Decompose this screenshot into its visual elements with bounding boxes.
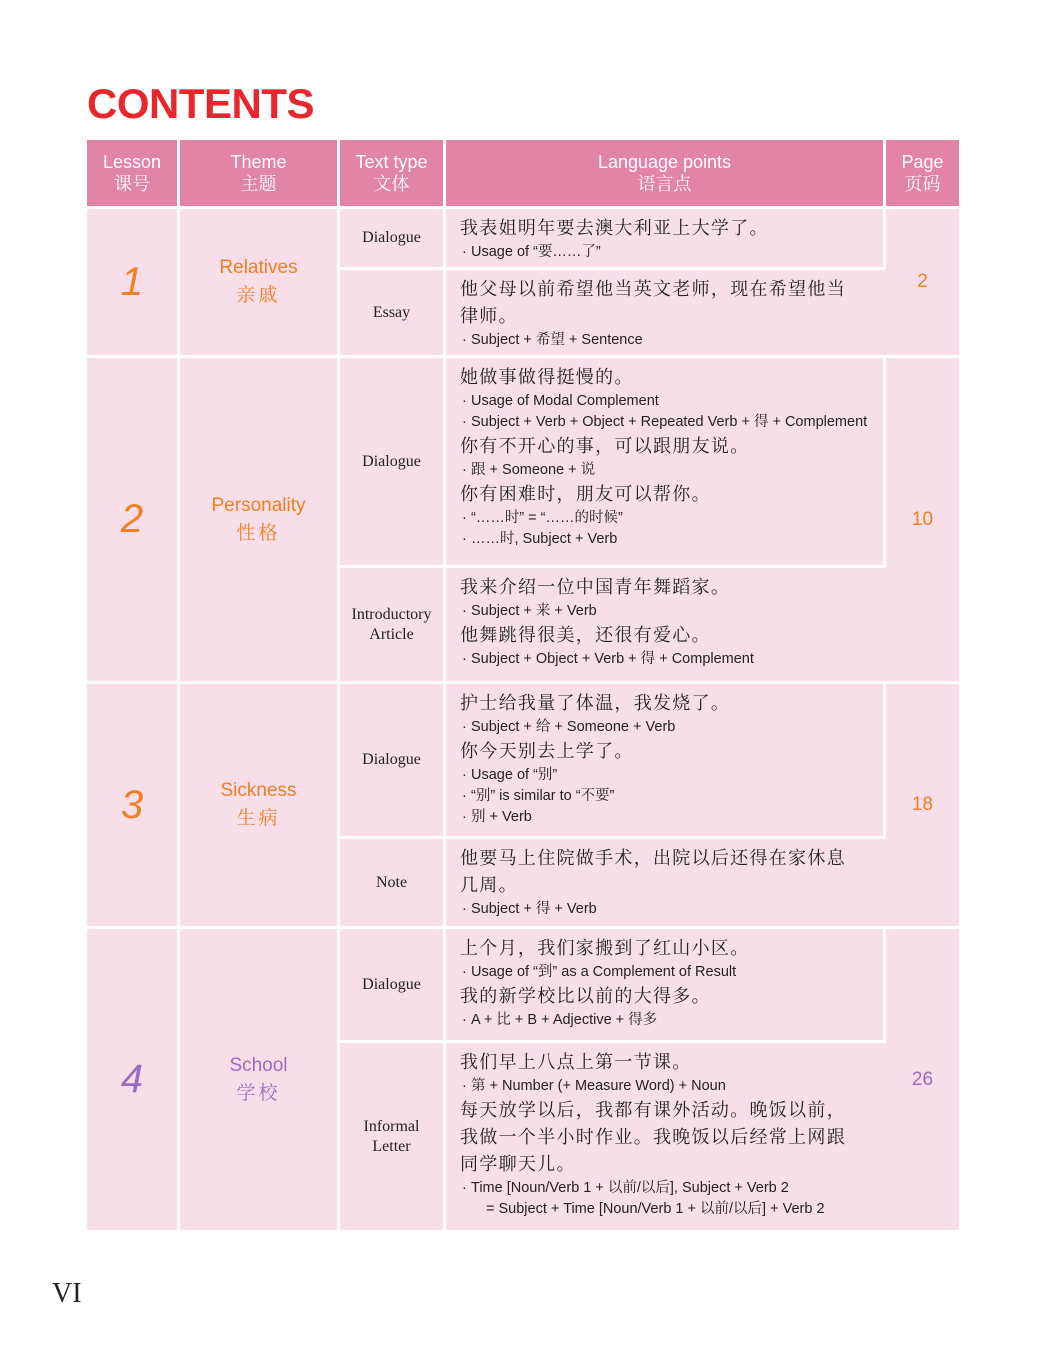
- text-type-label: Dialogue: [362, 751, 421, 768]
- text-type-cell: [340, 684, 446, 839]
- example-sentence: 你有困难时，朋友可以帮你。: [460, 484, 711, 505]
- table-row: [87, 209, 959, 270]
- text-type-cell: [340, 929, 446, 1043]
- page-number-cell: [886, 209, 959, 358]
- text-type-label: Essay: [372, 303, 411, 321]
- theme-cell: [180, 684, 340, 929]
- example-sentence: 她做事做得挺慢的。: [460, 367, 634, 388]
- language-points-cell: [446, 929, 886, 1043]
- grammar-point: · 跟 + Someone + 说: [462, 462, 596, 478]
- grammar-point: · 别 + Verb: [462, 809, 532, 825]
- example-sentence: 你有不开心的事，可以跟朋友说。: [460, 436, 750, 457]
- grammar-point: · Subject + 来 + Verb: [462, 603, 597, 619]
- grammar-point: · Subject + Object + Verb + 得 + Complement: [462, 651, 754, 667]
- grammar-point: · Usage of “别”: [462, 767, 558, 783]
- grammar-point: · Usage of “到” as a Complement of Result: [462, 964, 737, 980]
- page-number: 2: [917, 271, 928, 292]
- text-type-label: Note: [375, 873, 408, 891]
- language-points-cell: [446, 1043, 886, 1233]
- theme-chinese: 学校: [236, 1082, 281, 1104]
- header-text-type: Text type 文体: [340, 140, 446, 209]
- grammar-point: · ……时, Subject + Verb: [462, 531, 618, 547]
- text-type-cell: [340, 1043, 446, 1233]
- theme-english: Relatives: [219, 257, 298, 278]
- page-number: 26: [911, 1068, 934, 1090]
- lesson-number: 1: [120, 259, 144, 304]
- text-type-cell: [340, 839, 446, 929]
- example-sentence: 上个月，我们家搬到了红山小区。: [460, 938, 750, 959]
- grammar-point: · Time [Noun/Verb 1 + 以前/以后], Subject + Verb 2: [462, 1180, 789, 1196]
- language-points-cell: [446, 839, 886, 929]
- theme-chinese: 性格: [236, 522, 281, 544]
- grammar-point: · Usage of “要……了”: [462, 244, 601, 260]
- header-language-points: Language points 语言点: [446, 140, 886, 209]
- contents-table: [87, 140, 959, 1233]
- example-sentence: 每天放学以后，我都有课外活动。晚饭以前，: [460, 1100, 846, 1121]
- theme-chinese: 生病: [236, 808, 281, 829]
- example-sentence: 护士给我量了体温，我发烧了。: [460, 693, 731, 714]
- lesson-number-cell: [87, 929, 180, 1233]
- header-theme: Theme 主题: [180, 140, 340, 209]
- grammar-point: · Usage of Modal Complement: [462, 393, 659, 409]
- text-type-label: Dialogue: [362, 452, 421, 470]
- example-sentence: 我做一个半小时作业。我晚饭以后经常上网跟: [460, 1127, 846, 1148]
- header-page: Page 页码: [886, 140, 959, 209]
- text-type-cell: [340, 568, 446, 684]
- theme-chinese: 亲戚: [236, 285, 281, 306]
- lesson-number-cell: [87, 684, 180, 929]
- grammar-point: · 第 + Number (+ Measure Word) + Noun: [462, 1078, 726, 1094]
- theme-cell: [180, 209, 340, 358]
- theme-cell: [180, 929, 340, 1233]
- example-sentence: 我表姐明年要去澳大利亚上大学了。: [460, 218, 769, 239]
- language-points-cell: [446, 684, 886, 839]
- table-row: [87, 358, 959, 568]
- text-type-label: Introductory Article: [351, 605, 432, 643]
- language-points-cell: [446, 568, 886, 684]
- table-row: [87, 684, 959, 839]
- language-points-cell: [446, 358, 886, 568]
- theme-cell: [180, 358, 340, 684]
- text-type-label: Dialogue: [362, 229, 421, 246]
- page-number-cell: [886, 684, 959, 929]
- example-sentence: 我们早上八点上第一节课。: [460, 1052, 692, 1073]
- grammar-point: · “……时” = “……的时候”: [462, 510, 623, 526]
- language-points-cell: [446, 209, 886, 270]
- header-lesson: Lesson 课号: [87, 140, 180, 209]
- text-type-cell: [340, 270, 446, 358]
- language-points-cell: [446, 270, 886, 358]
- grammar-point: · “别” is similar to “不要”: [462, 788, 615, 804]
- example-sentence: 你今天别去上学了。: [460, 741, 634, 762]
- grammar-point: · A + 比 + B + Adjective + 得多: [462, 1012, 658, 1028]
- example-sentence: 他舞跳得很美，还很有爱心。: [460, 625, 711, 646]
- page-folio: VI: [52, 1278, 82, 1309]
- grammar-point: · Subject + 希望 + Sentence: [462, 332, 643, 348]
- theme-english: Personality: [211, 494, 306, 516]
- page-number-cell: [886, 358, 959, 684]
- lesson-number: 3: [120, 782, 144, 827]
- table-header-row: [87, 140, 959, 209]
- grammar-point: · Subject + 得 + Verb: [462, 901, 597, 917]
- example-sentence: 律师。: [460, 306, 518, 327]
- text-type-label: Dialogue: [362, 975, 421, 993]
- page-number: 10: [911, 508, 934, 530]
- example-sentence: 我来介绍一位中国青年舞蹈家。: [460, 577, 731, 598]
- grammar-point: · Subject + 给 + Someone + Verb: [462, 719, 676, 735]
- text-type-label: Informal Letter: [363, 1117, 420, 1155]
- lesson-number: 2: [120, 497, 144, 541]
- page-title: CONTENTS: [87, 80, 314, 127]
- theme-english: School: [229, 1054, 288, 1076]
- lesson-number: 4: [120, 1057, 144, 1101]
- page-number-cell: [886, 929, 959, 1233]
- lesson-number-cell: [87, 209, 180, 358]
- example-sentence: 我的新学校比以前的大得多。: [460, 986, 711, 1007]
- example-sentence: 他要马上住院做手术，出院以后还得在家休息: [460, 848, 846, 869]
- theme-english: Sickness: [220, 780, 297, 801]
- text-type-cell: [340, 209, 446, 270]
- grammar-point: = Subject + Time [Noun/Verb 1 + 以前/以后] + Verb 2: [486, 1201, 825, 1217]
- table-row: [87, 929, 959, 1043]
- text-type-cell: [340, 358, 446, 568]
- lesson-number-cell: [87, 358, 180, 684]
- page-number: 18: [911, 794, 934, 815]
- example-sentence: 他父母以前希望他当英文老师，现在希望他当: [460, 279, 846, 300]
- example-sentence: 几周。: [460, 875, 518, 896]
- grammar-point: · Subject + Verb + Object + Repeated Verb + 得 + Complement: [462, 414, 868, 430]
- example-sentence: 同学聊天儿。: [460, 1154, 576, 1175]
